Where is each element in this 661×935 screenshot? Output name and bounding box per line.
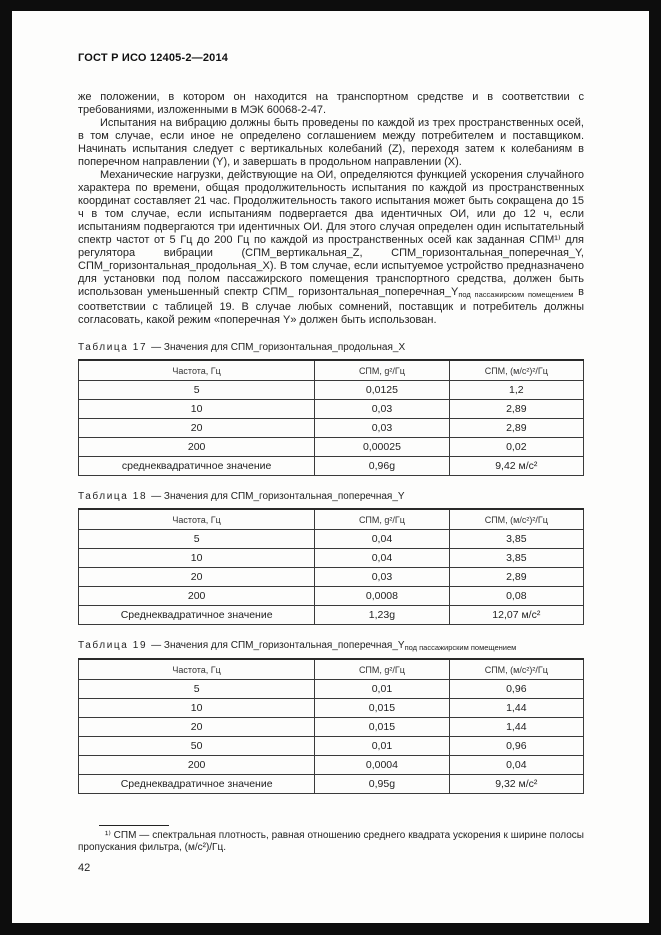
table-cell: 20 <box>79 718 315 737</box>
table-cell: 10 <box>79 400 315 419</box>
table-caption-subscript: под пассажирским помещением <box>404 643 517 652</box>
table-cell: 12,07 м/с² <box>449 606 583 625</box>
page-content <box>78 11 584 874</box>
table-caption-text: — Значения для СПМ_горизонтальная_поперечная_Y <box>151 491 405 502</box>
paragraph <box>78 169 584 327</box>
table-cell: 2,89 <box>449 419 583 438</box>
footnote: ¹⁾ СПМ — спектральная плотность, равная отношению среднего квадрата ускорения к ширине полосы пропускания фильтра, (м/с²)/Гц. <box>78 830 584 853</box>
column-header: СПМ, (м/с²)²/Гц <box>449 659 583 680</box>
table-cell: 0,00025 <box>315 438 449 457</box>
table-row <box>79 419 584 438</box>
table-row <box>79 699 584 718</box>
table-cell: 200 <box>79 438 315 457</box>
table-cell: 3,85 <box>449 549 583 568</box>
table-cell: 5 <box>79 680 315 699</box>
table-cell: 20 <box>79 568 315 587</box>
table-cell: 0,08 <box>449 587 583 606</box>
page-number: 42 <box>78 862 91 874</box>
table-cell: 0,04 <box>449 756 583 775</box>
paragraph-subscript-text: под пассажирским помещением <box>458 290 574 299</box>
table-row <box>79 549 584 568</box>
table-18 <box>78 508 584 625</box>
column-header: СПМ, (м/с²)²/Гц <box>449 509 583 530</box>
table-row <box>79 457 584 476</box>
table-cell: 0,02 <box>449 438 583 457</box>
table-17 <box>78 359 584 476</box>
table-header-row <box>79 509 584 530</box>
table-cell: 5 <box>79 381 315 400</box>
column-header: Частота, Гц <box>79 659 315 680</box>
table-row <box>79 381 584 400</box>
table-cell: 9,32 м/с² <box>449 775 583 794</box>
column-header: Частота, Гц <box>79 509 315 530</box>
table-cell: 0,95g <box>315 775 449 794</box>
table-cell: 5 <box>79 530 315 549</box>
table-cell: 0,03 <box>315 419 449 438</box>
table-cell: 1,23g <box>315 606 449 625</box>
document-page <box>12 11 649 923</box>
table-row <box>79 606 584 625</box>
table-row <box>79 737 584 756</box>
table-17-caption <box>78 342 584 353</box>
table-caption-text: — Значения для СПМ_горизонтальная_поперечная_Y <box>151 640 405 651</box>
table-cell: 9,42 м/с² <box>449 457 583 476</box>
table-row <box>79 568 584 587</box>
table-row <box>79 718 584 737</box>
document-number-header: ГОСТ Р ИСО 12405-2—2014 <box>78 52 229 64</box>
table-cell: 2,89 <box>449 400 583 419</box>
table-row <box>79 438 584 457</box>
paragraph-text: Механические нагрузки, действующие на ОИ, определяются функцией ускорения случайного характера по времени, общая продолжительность испытания по каждой из пространственных координат составляет 21 час. Продолжительность такого испытания может быть сокращена до 15 ч в том случае, если испытаниям подвергается два идентичных ОИ, или до 12 ч, если испытаниям подвергаются три идентичных ОИ. Для этого случая определен один испытательный спектр частот от 5 Гц до 200 Гц по каждой из пространственных осей как заданная СПМ¹⁾ для регулятора вибрации (СПМ_вертикальная_Z, СПМ_горизонтальная_поперечная_Y, СПМ_горизонтальная_продольная_X). В том случае, если испытуемое устройство предназначено для установки под полом пассажирского помещения транспортного средства, должен быть использован уменьшенный спектр СПМ_ горизонтальная_поперечная_Y <box>78 169 584 298</box>
table-cell: 0,015 <box>315 718 449 737</box>
table-cell: 0,04 <box>315 549 449 568</box>
table-cell: 0,0004 <box>315 756 449 775</box>
table-caption-text: — Значения для СПМ_горизонтальная_продольная_X <box>151 342 406 353</box>
table-18-caption <box>78 491 584 502</box>
table-row <box>79 756 584 775</box>
table-cell: 0,04 <box>315 530 449 549</box>
column-header: Частота, Гц <box>79 360 315 381</box>
paragraph-text: Испытания на вибрацию должны быть проведены по каждой из трех пространственных осей, в том случае, если иное не определено соглашением между потребителем и поставщиком. Начинать испытания следует с вертикальных колебаний (Z), переходя затем к колебаниям в поперечном направлении (Y), и завершать в продольном направлении (X). <box>78 117 584 168</box>
table-header-row <box>79 659 584 680</box>
table-cell: 200 <box>79 756 315 775</box>
table-caption-label: Таблица 18 <box>78 491 148 502</box>
table-cell: 1,44 <box>449 718 583 737</box>
table-row <box>79 680 584 699</box>
table-cell: 1,44 <box>449 699 583 718</box>
document-body <box>78 91 584 327</box>
table-cell: 0,01 <box>315 737 449 756</box>
table-cell: среднеквадратичное значение <box>79 457 315 476</box>
table-cell: 3,85 <box>449 530 583 549</box>
table-cell: 10 <box>79 549 315 568</box>
table-header-row <box>79 360 584 381</box>
table-19-caption <box>78 640 584 652</box>
table-cell: 0,01 <box>315 680 449 699</box>
table-cell: 0,015 <box>315 699 449 718</box>
table-cell: 1,2 <box>449 381 583 400</box>
table-cell: 0,96 <box>449 680 583 699</box>
table-cell: Среднеквадратичное значение <box>79 775 315 794</box>
paragraph-text: в соответствии с таблицей 19. В случае любых сомнений, поставщик и потребитель должны согласовать, какой режим «поперечная Y» должен быть использован. <box>78 286 585 326</box>
table-cell: 0,0125 <box>315 381 449 400</box>
footnote-separator <box>99 825 169 826</box>
table-cell: 0,03 <box>315 568 449 587</box>
table-cell: 0,0008 <box>315 587 449 606</box>
column-header: СПМ, g²/Гц <box>315 659 449 680</box>
table-cell: 2,89 <box>449 568 583 587</box>
table-cell: Среднеквадратичное значение <box>79 606 315 625</box>
table-cell: 50 <box>79 737 315 756</box>
table-row <box>79 400 584 419</box>
table-cell: 0,96 <box>449 737 583 756</box>
paragraph-text: же положении, в котором он находится на транспортном средстве и в соответствии с требованиями, изложенными в МЭК 60068-2-47. <box>78 91 584 116</box>
paragraph <box>78 91 584 117</box>
table-cell: 20 <box>79 419 315 438</box>
table-caption-label: Таблица 19 <box>78 640 148 651</box>
column-header: СПМ, g²/Гц <box>315 509 449 530</box>
table-caption-label: Таблица 17 <box>78 342 148 353</box>
table-row <box>79 530 584 549</box>
table-row <box>79 587 584 606</box>
paragraph <box>78 117 584 169</box>
table-cell: 0,03 <box>315 400 449 419</box>
table-cell: 0,96g <box>315 457 449 476</box>
column-header: СПМ, g²/Гц <box>315 360 449 381</box>
table-cell: 200 <box>79 587 315 606</box>
table-row <box>79 775 584 794</box>
table-19 <box>78 658 584 794</box>
column-header: СПМ, (м/с²)²/Гц <box>449 360 583 381</box>
table-cell: 10 <box>79 699 315 718</box>
